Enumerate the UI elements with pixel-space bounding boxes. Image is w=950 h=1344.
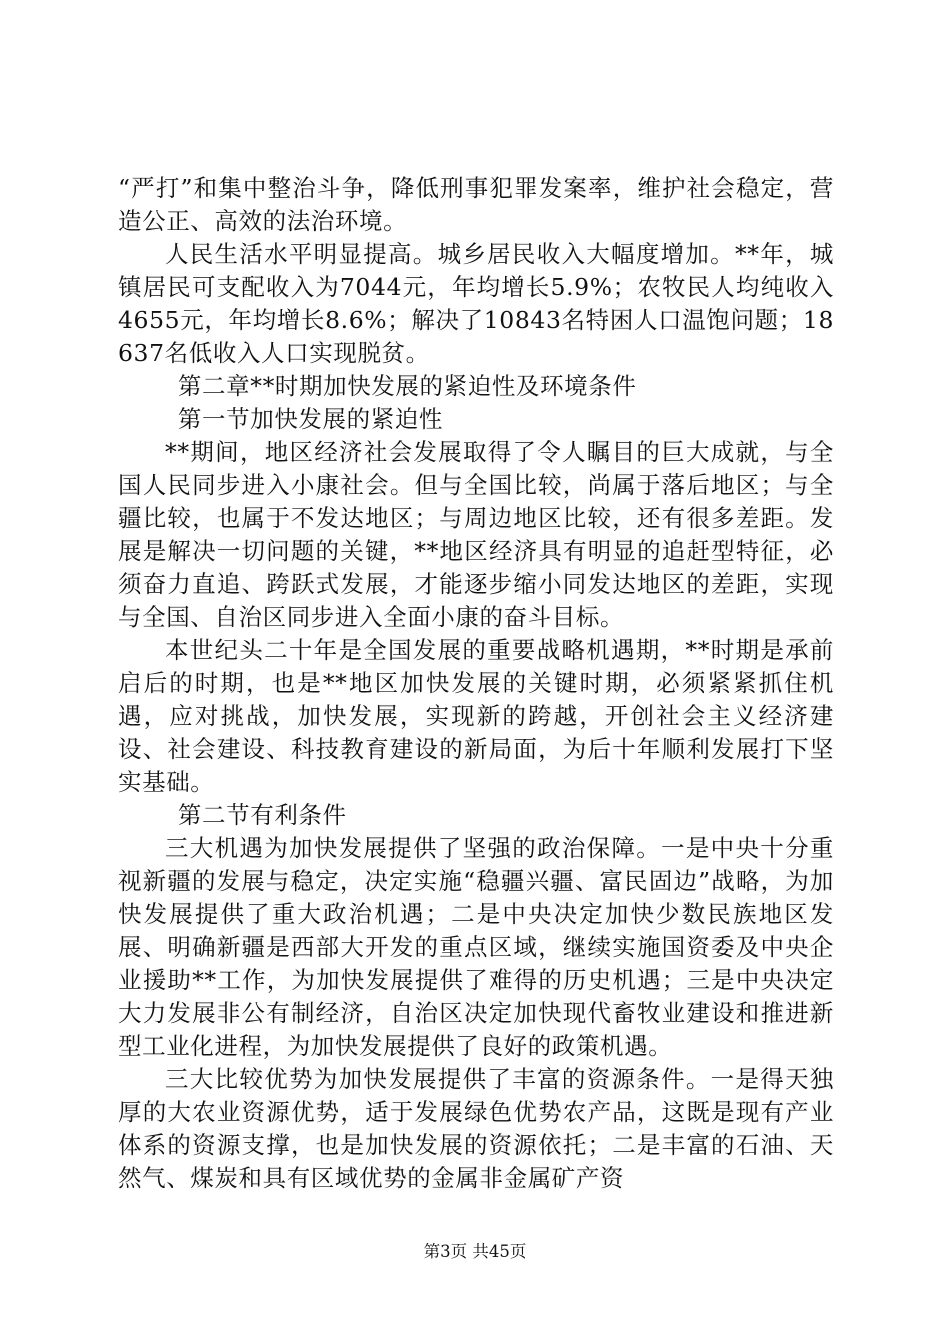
paragraph-continuation: “严打”和集中整治斗争，降低刑事犯罪发案率，维护社会稳定，营造公正、高效的法治环境。 xyxy=(118,174,834,235)
paragraph-living-standards: 人民生活水平明显提高。城乡居民收入大幅度增加。**年，城镇居民可支配收入为7044元，年均增长5.9%；农牧民人均纯收入4655元，年均增长8.6%；解决了10843名特困人口温饱问题；18637名低收入人口实现脱贫。 xyxy=(118,240,834,367)
document-body xyxy=(118,172,834,1195)
section-heading-favorable-conditions: 第二节有利条件 xyxy=(177,801,347,829)
paragraph-three-advantages: 三大比较优势为加快发展提供了丰富的资源条件。一是得天独厚的大农业资源优势，适于发展绿色优势农产品，这既是现有产业体系的资源支撑，也是加快发展的资源依托；二是丰富的石油、天然气、煤炭和具有区域优势的金属非金属矿产资 xyxy=(118,1065,834,1192)
page-number-footer: 第3页 共45页 xyxy=(423,1242,527,1261)
chapter-heading: 第二章**时期加快发展的紧迫性及环境条件 xyxy=(177,372,637,400)
paragraph-three-opportunities: 三大机遇为加快发展提供了坚强的政治保障。一是中央十分重视新疆的发展与稳定，决定实施“稳疆兴疆、富民固边”战略，为加快发展提供了重大政治机遇；二是中央决定加快少数民族地区发展、明确新疆是西部大开发的重点区域，继续实施国资委及中央企业援助**工作，为加快发展提供了难得的历史机遇；三是中央决定大力发展非公有制经济，自治区决定加快现代畜牧业建设和推进新型工业化进程，为加快发展提供了良好的政策机遇。 xyxy=(118,834,834,1060)
paragraph-urgency: **期间，地区经济社会发展取得了令人瞩目的巨大成就，与全国人民同步进入小康社会。但与全国比较，尚属于落后地区；与全疆比较，也属于不发达地区；与周边地区比较，还有很多差距。发展是解决一切问题的关键，**地区经济具有明显的追赶型特征，必须奋力直追、跨跃式发展，才能逐步缩小同发达地区的差距，实现与全国、自治区同步进入全面小康的奋斗目标。 xyxy=(118,438,834,631)
section-heading-urgency: 第一节加快发展的紧迫性 xyxy=(177,405,444,433)
paragraph-strategic-period: 本世纪头二十年是全国发展的重要战略机遇期，**时期是承前启后的时期，也是**地区加快发展的关键时期，必须紧紧抓住机遇，应对挑战，加快发展，实现新的跨越，开创社会主义经济建设、社会建设、科技教育建设的新局面，为后十年顺利发展打下坚实基础。 xyxy=(118,636,834,796)
